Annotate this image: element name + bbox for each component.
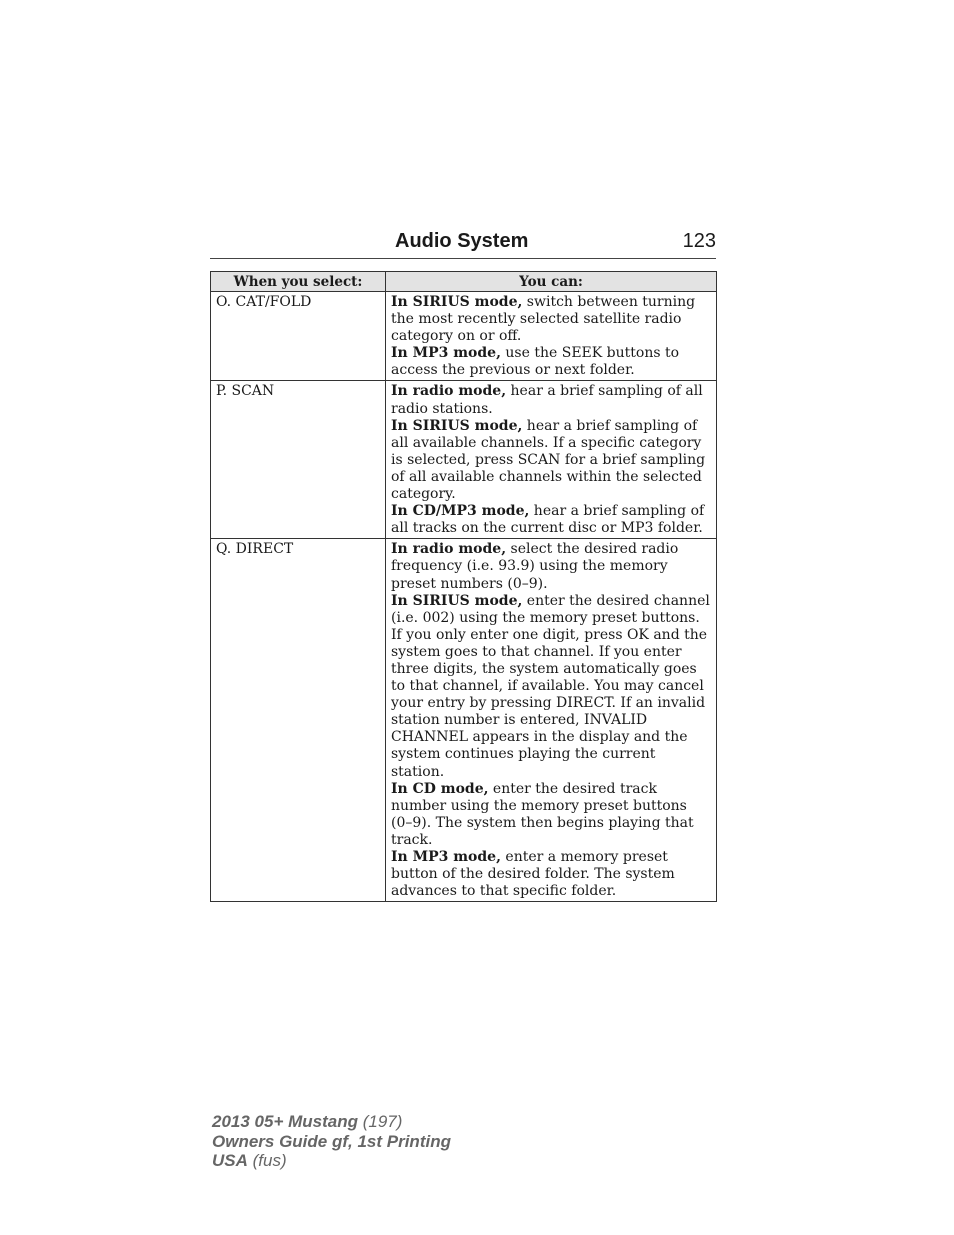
- mode-paragraph: [391, 541, 711, 592]
- mode-lead: In SIRIUS mode,: [391, 417, 523, 434]
- mode-lead: In radio mode,: [391, 383, 507, 400]
- mode-text: hear a brief sampling of all available channels. If a specific category is selected, press SCAN for a brief sampling of all available channels within the selected category.: [391, 417, 706, 503]
- row-description-cell: [386, 539, 717, 902]
- mode-text: select the desired radio frequency (i.e. 93.9) using the memory preset numbers (0–9).: [391, 541, 679, 592]
- page-number: 123: [682, 230, 716, 252]
- row-select-cell: P. SCAN: [211, 381, 386, 539]
- mode-lead: In SIRIUS mode,: [391, 294, 523, 310]
- mode-paragraph: [391, 781, 711, 849]
- mode-paragraph: [391, 345, 711, 379]
- row-description-cell: [386, 292, 717, 381]
- controls-table: [210, 271, 717, 902]
- mode-text: hear a brief sampling of all tracks on the current disc or MP3 folder.: [391, 503, 705, 537]
- row-select-cell: O. CAT/FOLD: [211, 292, 386, 381]
- print-footer: [212, 1112, 451, 1171]
- footer-market: USA: [212, 1151, 248, 1170]
- mode-lead: In MP3 mode,: [391, 849, 501, 865]
- section-title: Audio System: [395, 230, 529, 252]
- mode-lead: In CD/MP3 mode,: [391, 503, 530, 520]
- footer-line: [212, 1112, 451, 1132]
- mode-lead: In MP3 mode,: [391, 345, 501, 362]
- mode-text: use the SEEK buttons to access the previous or next folder.: [391, 345, 680, 379]
- footer-line: [212, 1132, 451, 1152]
- footer-model-code: (197): [358, 1112, 403, 1131]
- mode-text: hear a brief sampling of all radio stations.: [391, 383, 703, 417]
- mode-paragraph: [391, 503, 711, 537]
- mode-paragraph: [391, 849, 711, 900]
- mode-paragraph: [391, 593, 711, 781]
- column-header-select: When you select:: [211, 272, 386, 292]
- row-select-cell: Q. DIRECT: [211, 539, 386, 902]
- mode-text: enter the desired channel (i.e. 002) using the memory preset buttons. If you only enter one digit, press OK and the system goes to that channel. If you enter three digits, the system automatically goes to that channel, if available. You may cancel your entry by pressing DIRECT. If an invalid station number is entered, INVALID CHANNEL appears in the display and the system continues playing the current station.: [391, 592, 710, 780]
- mode-paragraph: [391, 294, 711, 345]
- mode-text: switch between turning the most recently selected satellite radio category on or off.: [391, 294, 696, 345]
- table-row: [211, 292, 717, 381]
- table-header-row: [211, 272, 717, 292]
- footer-market-code: (fus): [247, 1151, 287, 1170]
- mode-text: enter a memory preset button of the desired folder. The system advances to that specific folder.: [391, 849, 675, 900]
- mode-lead: In CD mode,: [391, 780, 489, 797]
- table-row: [211, 381, 717, 539]
- column-header-action: You can:: [386, 272, 717, 292]
- mode-text: enter the desired track number using the memory preset buttons (0–9). The system then begins playing that track.: [391, 780, 694, 848]
- mode-lead: In radio mode,: [391, 541, 507, 558]
- footer-line: [212, 1151, 451, 1171]
- footer-model: 2013 05+ Mustang: [212, 1112, 358, 1131]
- table-row: [211, 539, 717, 902]
- row-description-cell: [386, 381, 717, 539]
- mode-paragraph: [391, 418, 711, 503]
- page-header: [210, 228, 716, 259]
- footer-guide: Owners Guide gf, 1st Printing: [212, 1131, 451, 1151]
- mode-paragraph: [391, 383, 711, 417]
- mode-lead: In SIRIUS mode,: [391, 592, 523, 609]
